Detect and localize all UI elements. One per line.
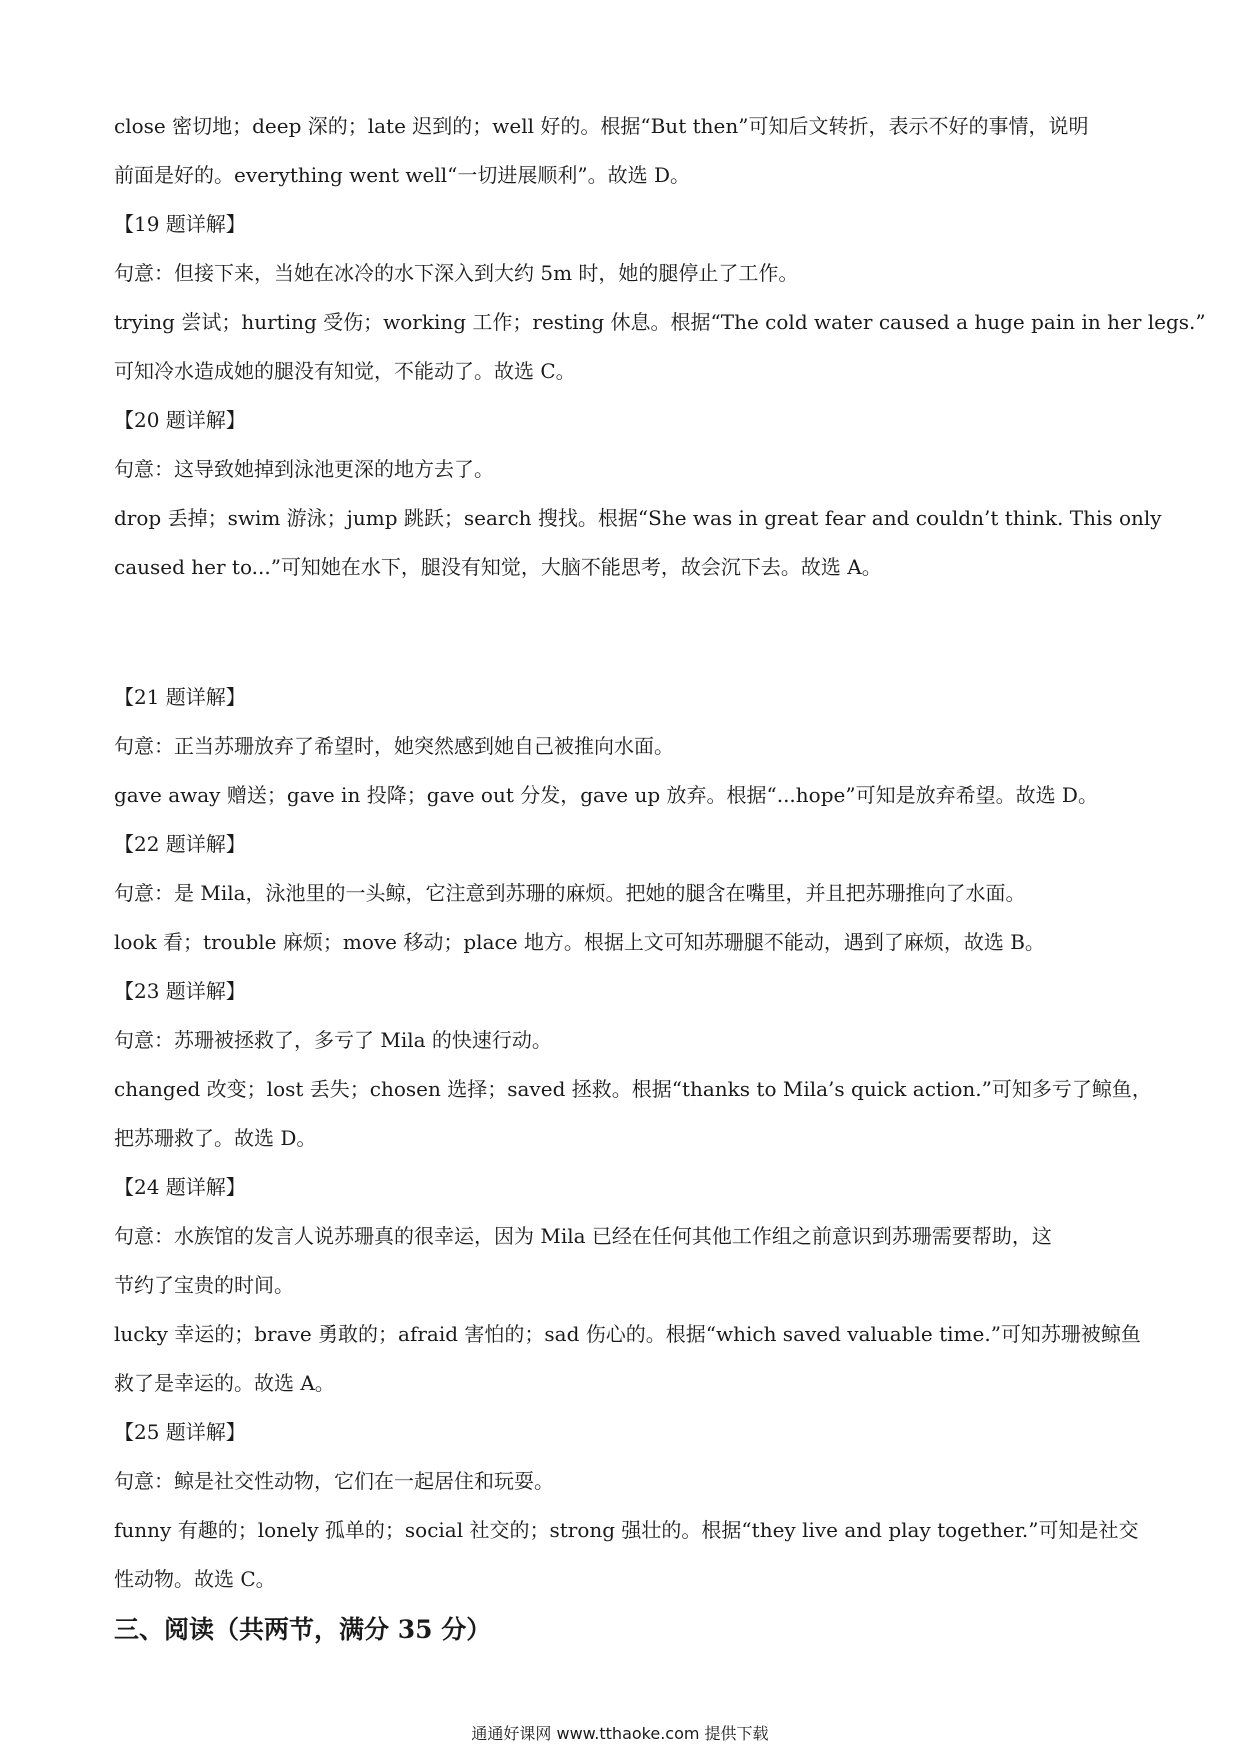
text-line: 性动物。故选 C。 [114, 1567, 276, 1591]
text-line: 可知冷水造成她的腿没有知觉，不能动了。故选 C。 [114, 359, 576, 383]
question-heading: 【24 题详解】 [114, 1175, 246, 1199]
document-body [114, 102, 1206, 1656]
text-line: drop 丢掉；swim 游泳；jump 跳跃；search 搜找。根据“She was in great fear and couldn’t think. This only [114, 506, 1162, 530]
text-line: funny 有趣的；lonely 孤单的；social 社交的；strong 强壮的。根据“they live and play together.”可知是社交 [114, 1518, 1139, 1542]
text-line: lucky 幸运的；brave 勇敢的；afraid 害怕的；sad 伤心的。根据“which saved valuable time.”可知苏珊被鲸鱼 [114, 1322, 1141, 1346]
text-line: 救了是幸运的。故选 A。 [114, 1371, 335, 1395]
text-line: gave away 赠送；gave in 投降；gave out 分发，gave up 放弃。根据“...hope”可知是放弃希望。故选 D。 [114, 783, 1098, 807]
question-heading: 【20 题详解】 [114, 408, 246, 432]
text-line: 节约了宝贵的时间。 [114, 1273, 294, 1297]
question-heading: 【19 题详解】 [114, 212, 246, 236]
text-line: caused her to...”可知她在水下，腿没有知觉，大脑不能思考，故会沉下去。故选 A。 [114, 555, 882, 579]
text-line: 句意：是 Mila，泳池里的一头鲸，它注意到苏珊的麻烦。把她的腿含在嘴里，并且把苏珊推向了水面。 [114, 881, 1026, 905]
question-heading: 【21 题详解】 [114, 685, 246, 709]
paragraph-gap [114, 608, 1134, 657]
text-line: changed 改变；lost 丢失；chosen 选择；saved 拯救。根据“thanks to Mila’s quick action.”可知多亏了鲸鱼， [114, 1077, 1152, 1101]
text-line: look 看；trouble 麻烦；move 移动；place 地方。根据上文可知苏珊腿不能动，遇到了麻烦，故选 B。 [114, 930, 1045, 954]
page-footer: 通通好课网 www.tthaoke.com 提供下载 [471, 1724, 769, 1743]
text-line: 句意：正当苏珊放弃了希望时，她突然感到她自己被推向水面。 [114, 734, 674, 758]
text-line: 句意：鲸是社交性动物，它们在一起居住和玩耍。 [114, 1469, 554, 1493]
question-heading: 【25 题详解】 [114, 1420, 246, 1444]
text-line: close 密切地；deep 深的；late 迟到的；well 好的。根据“But then”可知后文转折，表示不好的事情，说明 [114, 114, 1089, 138]
text-line: 前面是好的。everything went well“一切进展顺利”。故选 D。 [114, 163, 691, 187]
text-line: 句意：这导致她掉到泳池更深的地方去了。 [114, 457, 494, 481]
text-line: 句意：苏珊被拯救了，多亏了 Mila 的快速行动。 [114, 1028, 552, 1052]
question-heading: 【23 题详解】 [114, 979, 246, 1003]
text-line: 句意：但接下来，当她在冰冷的水下深入到大约 5m 时，她的腿停止了工作。 [114, 261, 799, 285]
text-line: trying 尝试；hurting 受伤；working 工作；resting 休息。根据“The cold water caused a huge pain in her legs.” [114, 310, 1206, 334]
text-line: 把苏珊救了。故选 D。 [114, 1126, 317, 1150]
text-line: 句意：水族馆的发言人说苏珊真的很幸运，因为 Mila 已经在任何其他工作组之前意识到苏珊需要帮助，这 [114, 1224, 1052, 1248]
question-heading: 【22 题详解】 [114, 832, 246, 856]
section-title: 三、阅读（共两节，满分 35 分） [114, 1615, 492, 1644]
